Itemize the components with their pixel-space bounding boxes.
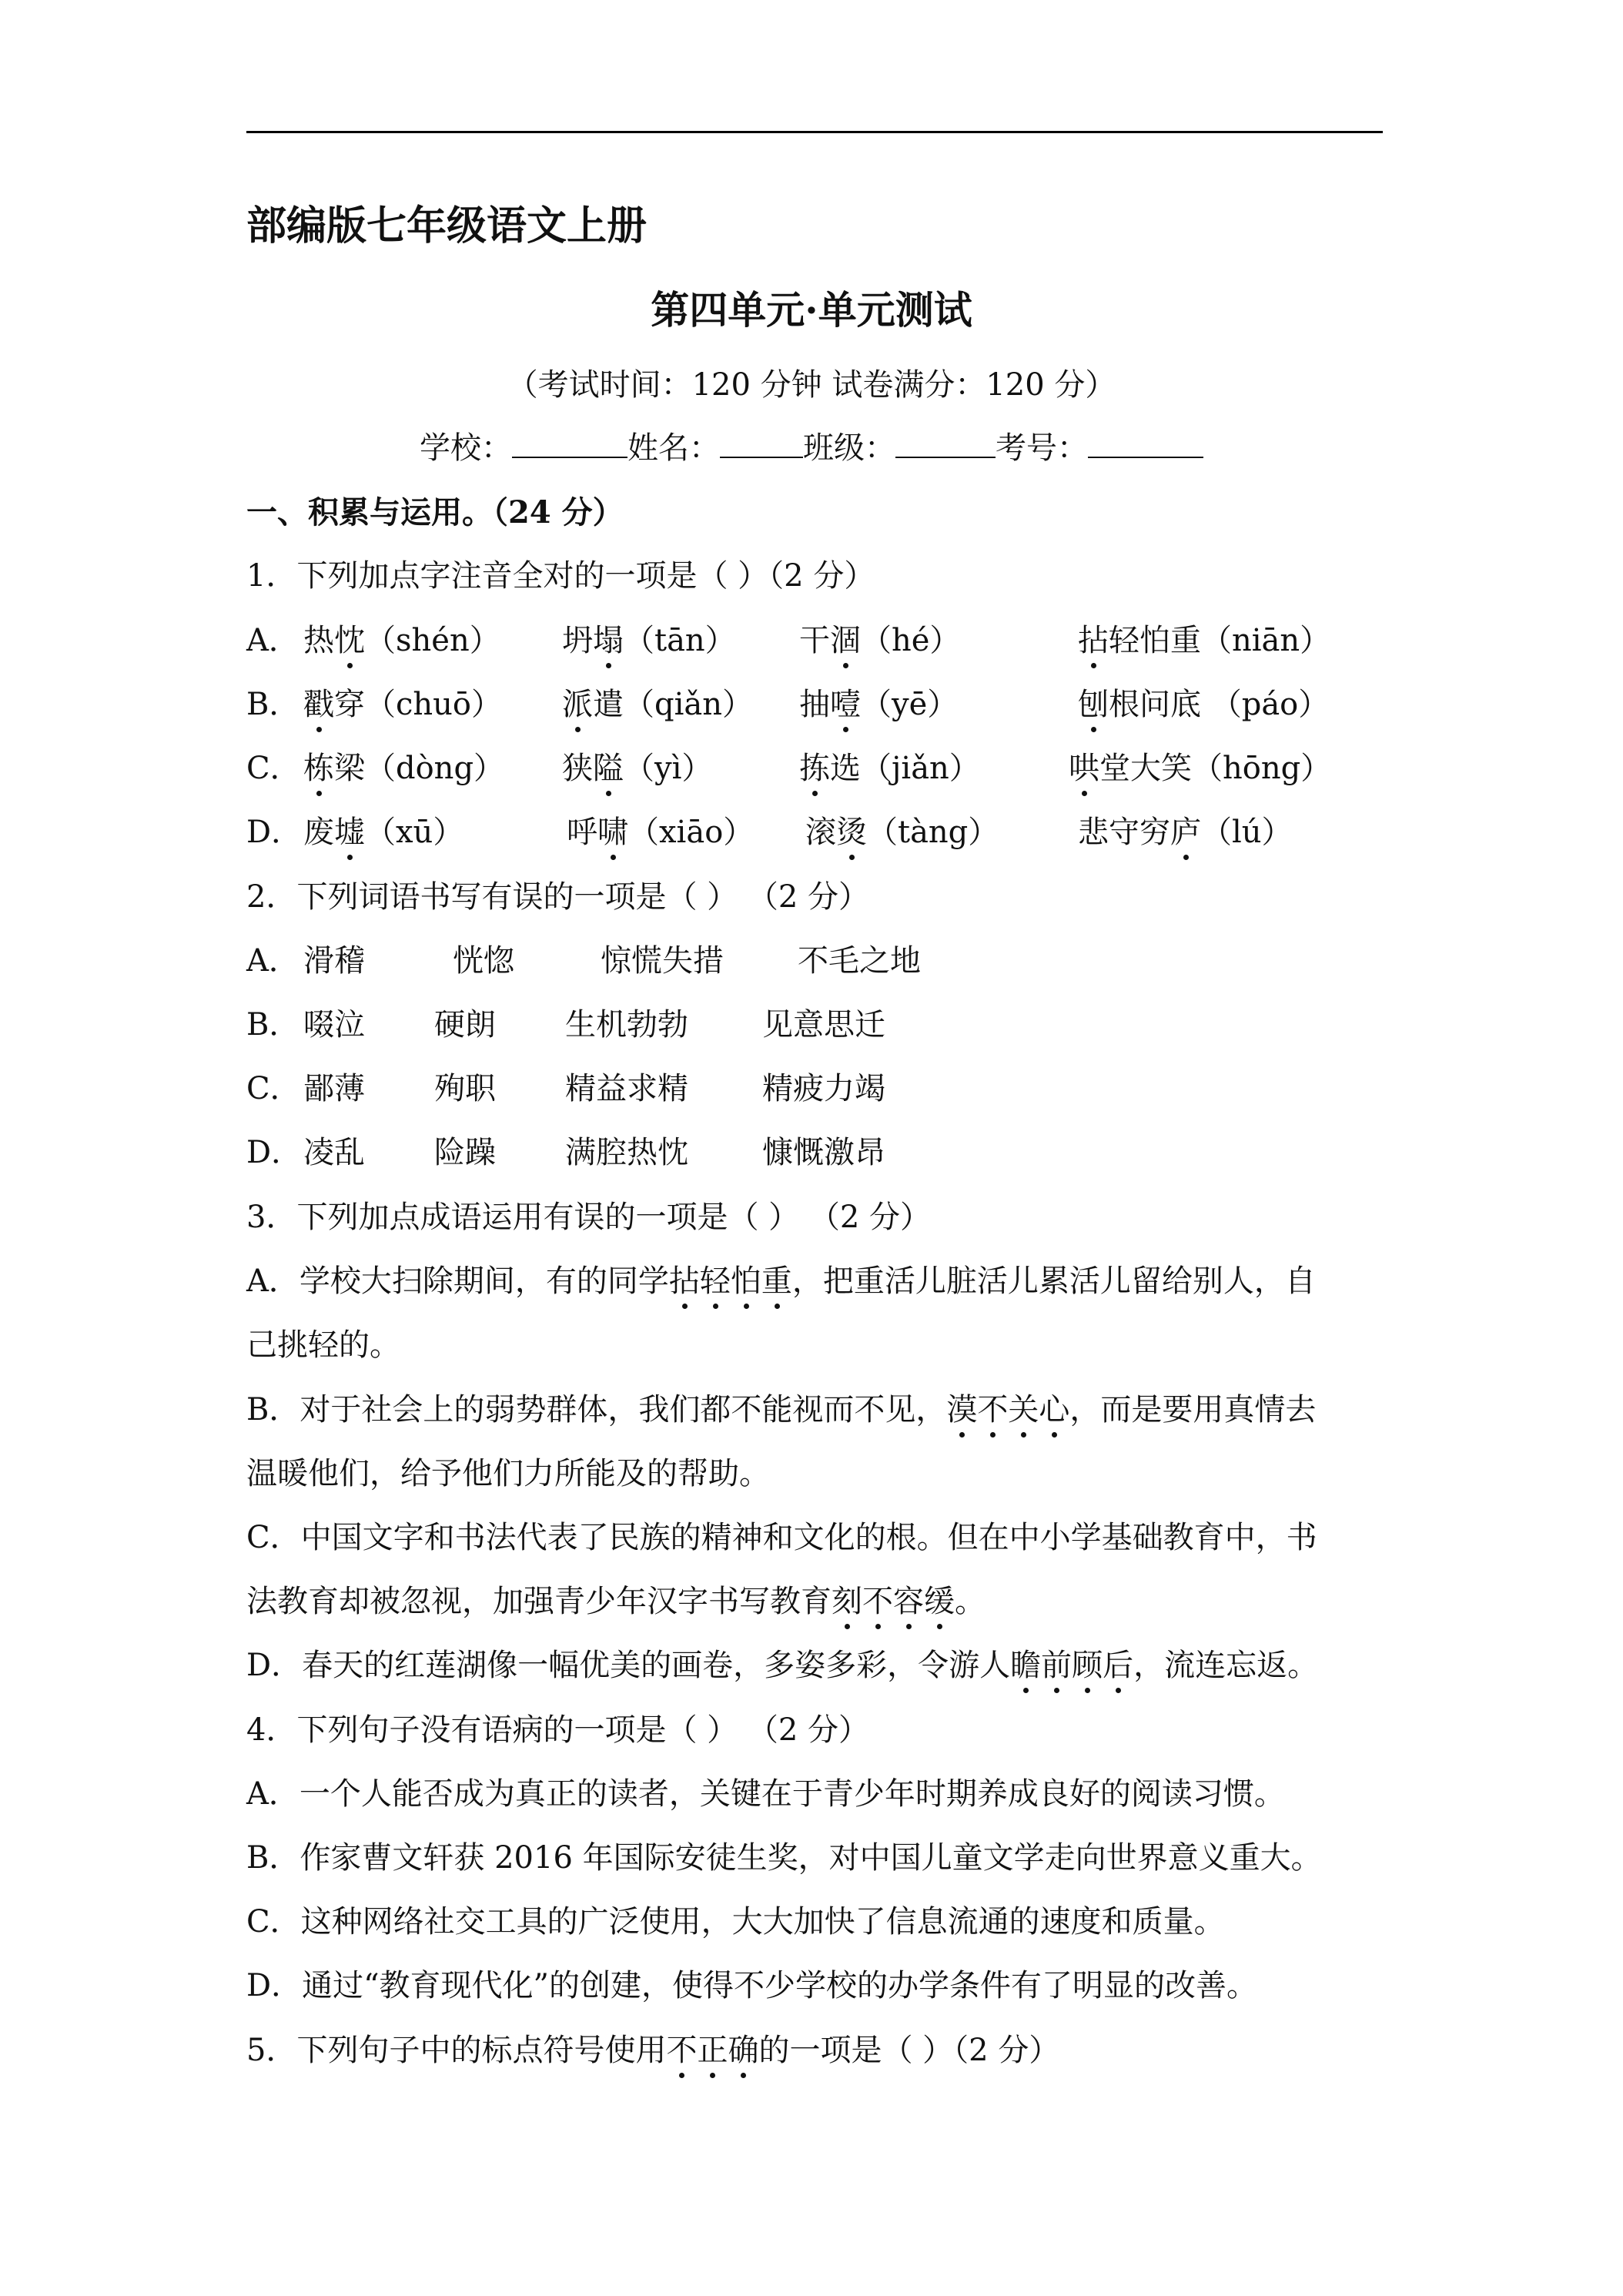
option-label: A．: [246, 623, 300, 658]
word: 见意思迁: [762, 1007, 885, 1043]
pinyin-item: 派遣（qiǎn）: [562, 684, 753, 725]
word: 慷慨激昂: [762, 1135, 885, 1170]
pinyin-item: 悲守穷庐（lú）: [1078, 812, 1293, 852]
q3-option-a-cont: 己挑轻的。: [246, 1327, 400, 1363]
option-label: A．: [246, 943, 300, 979]
dotted-idiom: 刻不容缓: [832, 1584, 955, 1619]
q3-stem: 3．下列加点成语运用有误的一项是（ ） （2 分）: [246, 1200, 932, 1235]
q3-option-c-cont: 法教育却被忽视，加强青少年汉字书写教育刻不容缓。: [246, 1581, 986, 1622]
dotted-idiom: 漠不关心: [946, 1392, 1069, 1427]
name-label: 姓名：: [627, 430, 720, 466]
class-label: 班级：: [803, 430, 895, 466]
q3-option-a: A．学校大扫除期间，有的同学拈轻怕重，把重活儿脏活儿累活儿留给别人，自: [246, 1261, 1316, 1301]
q2-option-d: [246, 1133, 1386, 1173]
q4-option-b: B．作家曹文轩获 2016 年国际安徒生奖，对中国儿童文学走向世界意义重大。: [246, 1840, 1322, 1876]
book-title: 部编版七年级语文上册: [246, 202, 648, 249]
word: 恍惚: [453, 943, 514, 979]
option-label: D．: [246, 1135, 303, 1170]
q1-option-c: [246, 748, 1386, 788]
word: 满腔热忱: [565, 1135, 688, 1170]
q5-stem: 5．下列句子中的标点符号使用不正确的一项是（ ）（2 分）: [246, 2030, 1059, 2070]
dotted-word: 不正确: [666, 2033, 758, 2068]
q2-option-b: [246, 1005, 1386, 1045]
q3-option-d: D．春天的红莲湖像一幅优美的画卷，多姿多彩，令游人瞻前顾后，流连忘返。: [246, 1645, 1318, 1685]
school-label: 学校：: [420, 430, 512, 466]
q1-option-d: [246, 812, 1386, 852]
pinyin-item: 热忱（shén）: [303, 621, 500, 661]
word: 不毛之地: [798, 943, 921, 979]
number-label: 考号：: [996, 430, 1088, 466]
dotted-idiom: 瞻前顾后: [1010, 1648, 1133, 1683]
pinyin-item: 拈轻怕重（niān）: [1078, 621, 1330, 661]
class-blank[interactable]: [895, 429, 996, 458]
pinyin-item: 滚烫（tàng）: [805, 812, 999, 852]
exam-info: （考试时间：120 分钟 试卷满分：120 分）: [507, 367, 1116, 403]
q1-stem: 1．下列加点字注音全对的一项是（ ）（2 分）: [246, 558, 875, 594]
pinyin-item: 刨根问底 （páo）: [1078, 684, 1329, 725]
pinyin-item: 狭隘（yì）: [562, 748, 712, 788]
word: 精益求精: [565, 1071, 688, 1106]
word: 殉职: [434, 1071, 496, 1106]
q3-option-b-cont: 温暖他们，给予他们力所能及的帮助。: [246, 1456, 770, 1491]
q2-option-c: [246, 1069, 1386, 1109]
pinyin-item: 戳穿（chuō）: [303, 684, 502, 725]
option-label: B．: [246, 1007, 300, 1043]
word: 生机勃勃: [565, 1007, 688, 1043]
option-label: C．: [246, 751, 301, 786]
name-blank[interactable]: [720, 429, 803, 458]
q3-option-c: C．中国文字和书法代表了民族的精神和文化的根。但在中小学基础教育中，书: [246, 1520, 1317, 1555]
school-blank[interactable]: [512, 429, 627, 458]
dotted-idiom: 拈轻怕重: [669, 1263, 792, 1299]
q1-option-b: [246, 684, 1386, 725]
q4-option-d: D．通过“教育现代化”的创建，使得不少学校的办学条件有了明显的改善。: [246, 1968, 1257, 2003]
pinyin-item: 栋梁（dòng）: [303, 748, 504, 788]
number-blank[interactable]: [1088, 429, 1203, 458]
q2-stem: 2．下列词语书写有误的一项是（ ） （2 分）: [246, 879, 870, 915]
q2-option-a: [246, 941, 1386, 981]
unit-title: 第四单元·单元测试: [651, 287, 972, 333]
word: 险躁: [434, 1135, 496, 1170]
q4-stem: 4．下列句子没有语病的一项是（ ） （2 分）: [246, 1712, 870, 1748]
word: 啜泣: [303, 1007, 365, 1043]
pinyin-item: 坍塌（tān）: [562, 621, 736, 661]
section-title: 一、积累与运用。（24 分）: [246, 494, 624, 530]
word: 硬朗: [434, 1007, 496, 1043]
word: 惊慌失措: [601, 943, 724, 979]
word: 鄙薄: [303, 1071, 365, 1106]
pinyin-item: 干涸（hé）: [799, 621, 960, 661]
word: 精疲力竭: [762, 1071, 885, 1106]
q4-option-a: A．一个人能否成为真正的读者，关键在于青少年时期养成良好的阅读习惯。: [246, 1776, 1285, 1812]
q4-option-c: C．这种网络社交工具的广泛使用，大大加快了信息流通的速度和质量。: [246, 1904, 1225, 1940]
word: 凌乱: [303, 1135, 365, 1170]
pinyin-item: 哄堂大笑（hōng）: [1069, 748, 1331, 788]
pinyin-item: 废墟（xū）: [303, 812, 463, 852]
option-label: D．: [246, 815, 303, 850]
pinyin-item: 呼啸（xiāo）: [567, 812, 754, 852]
pinyin-item: 拣选（jiǎn）: [799, 748, 980, 788]
q1-option-a: [246, 621, 1386, 661]
q3-option-b: B．对于社会上的弱势群体，我们都不能视而不见，漠不关心，而是要用真情去: [246, 1390, 1316, 1430]
word: 滑稽: [303, 943, 365, 979]
header-rule: [246, 131, 1383, 133]
student-info-row: [0, 428, 1623, 468]
pinyin-item: 抽噎（yē）: [799, 684, 958, 725]
option-label: B．: [246, 687, 300, 722]
option-label: C．: [246, 1071, 301, 1106]
